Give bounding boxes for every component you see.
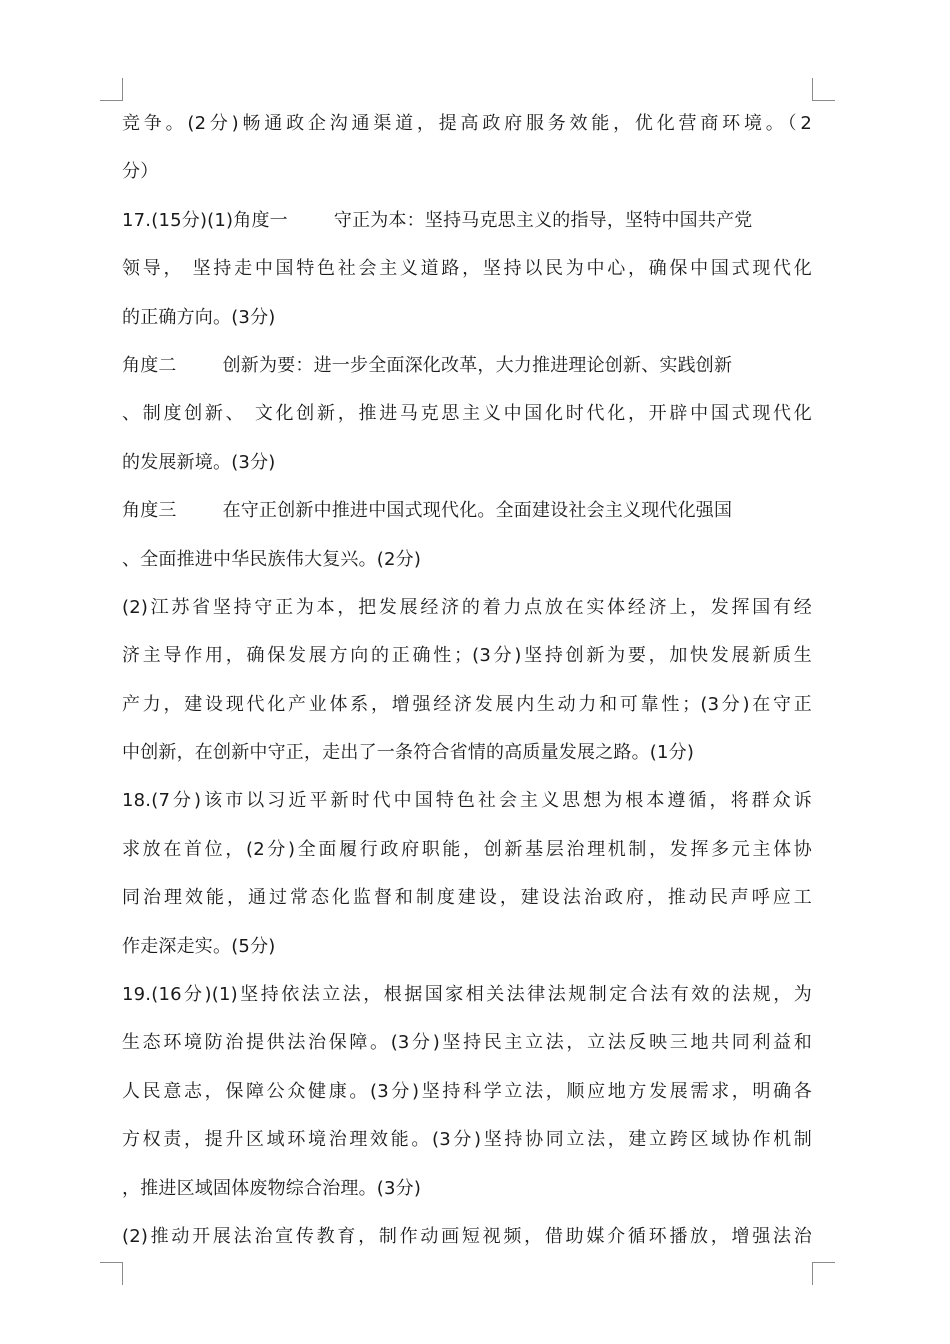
text-line: 人民意志，保障公众健康。(3分)坚持科学立法，顺应地方发展需求，明确各: [122, 1080, 812, 1102]
text-line: ，推进区域固体废物综合治理。(3分): [122, 1177, 422, 1199]
text-line: 18.(7分)该市以习近平新时代中国特色社会主义思想为根本遵循，将群众诉: [122, 790, 812, 812]
text-line: 分）: [122, 161, 159, 183]
text-line: [122, 342, 812, 390]
text-line: 、全面推进中华民族伟大复兴。(2分): [122, 548, 422, 570]
text-line: 领导， 坚持走中国特色社会主义道路，坚持以民为中心，确保中国式现代化: [122, 258, 812, 280]
document-body: [122, 100, 812, 1261]
page-corner-mark-top-right: [812, 78, 835, 101]
question-17-angle-3-text: 在守正创新中推进中国式现代化。全面建设社会主义现代化强国: [222, 500, 733, 522]
page-corner-mark-bottom-left: [100, 1262, 123, 1285]
question-17-angle-2-label: 角度二: [122, 354, 177, 376]
text-line: 竞争。(2分)畅通政企沟通渠道，提高政府服务效能，优化营商环境。（2: [122, 113, 812, 134]
text-line: 济主导作用，确保发展方向的正确性；(3分)坚持创新为要，加快发展新质生: [122, 645, 812, 667]
text-line: (2)推动开展法治宣传教育，制作动画短视频，借助媒介循环播放，增强法治: [122, 1225, 812, 1247]
text-line: 作走深走实。(5分): [122, 935, 276, 957]
text-line: 19.(16分)(1)坚持依法立法，根据国家相关法律法规制定合法有效的法规，为: [122, 984, 812, 1006]
text-line: 、制度创新、 文化创新，推进马克思主义中国化时代化，开辟中国式现代化: [122, 403, 812, 425]
text-line: (2)江苏省坚持守正为本，把发展经济的着力点放在实体经济上，发挥国有经: [122, 596, 812, 618]
text-line: [122, 197, 812, 245]
text-line: 中创新，在创新中守正，走出了一条符合省情的高质量发展之路。(1分): [122, 742, 695, 764]
text-line: 同治理效能，通过常态化监督和制度建设，建设法治政府，推动民声呼应工: [122, 887, 812, 909]
text-line: [122, 487, 812, 535]
question-17-angle-2-text: 创新为要：进一步全面深化改革，大力推进理论创新、实践创新: [222, 354, 733, 376]
page-corner-mark-top-left: [100, 78, 123, 101]
text-line: 生态环境防治提供法治保障。(3分)坚持民主立法，立法反映三地共同利益和: [122, 1032, 812, 1054]
text-line: 求放在首位，(2分)全面履行政府职能，创新基层治理机制，发挥多元主体协: [122, 838, 812, 860]
question-17-angle-1-text: 守正为本：坚持马克思主义的指导，坚特中国共产党: [333, 209, 753, 231]
text-line: 方权责，提升区域环境治理效能。(3分)坚持协同立法，建立跨区域协作机制: [122, 1129, 812, 1151]
question-17-angle-3-label: 角度三: [122, 500, 177, 522]
page-corner-mark-bottom-right: [812, 1262, 835, 1285]
text-line: 产力，建设现代化产业体系，增强经济发展内生动力和可靠性；(3分)在守正: [122, 693, 812, 715]
question-17-angle-1-label: 17.(15分)(1)角度一: [122, 209, 288, 231]
text-line: 的发展新境。(3分): [122, 451, 276, 473]
text-line: 的正确方向。(3分): [122, 306, 276, 328]
